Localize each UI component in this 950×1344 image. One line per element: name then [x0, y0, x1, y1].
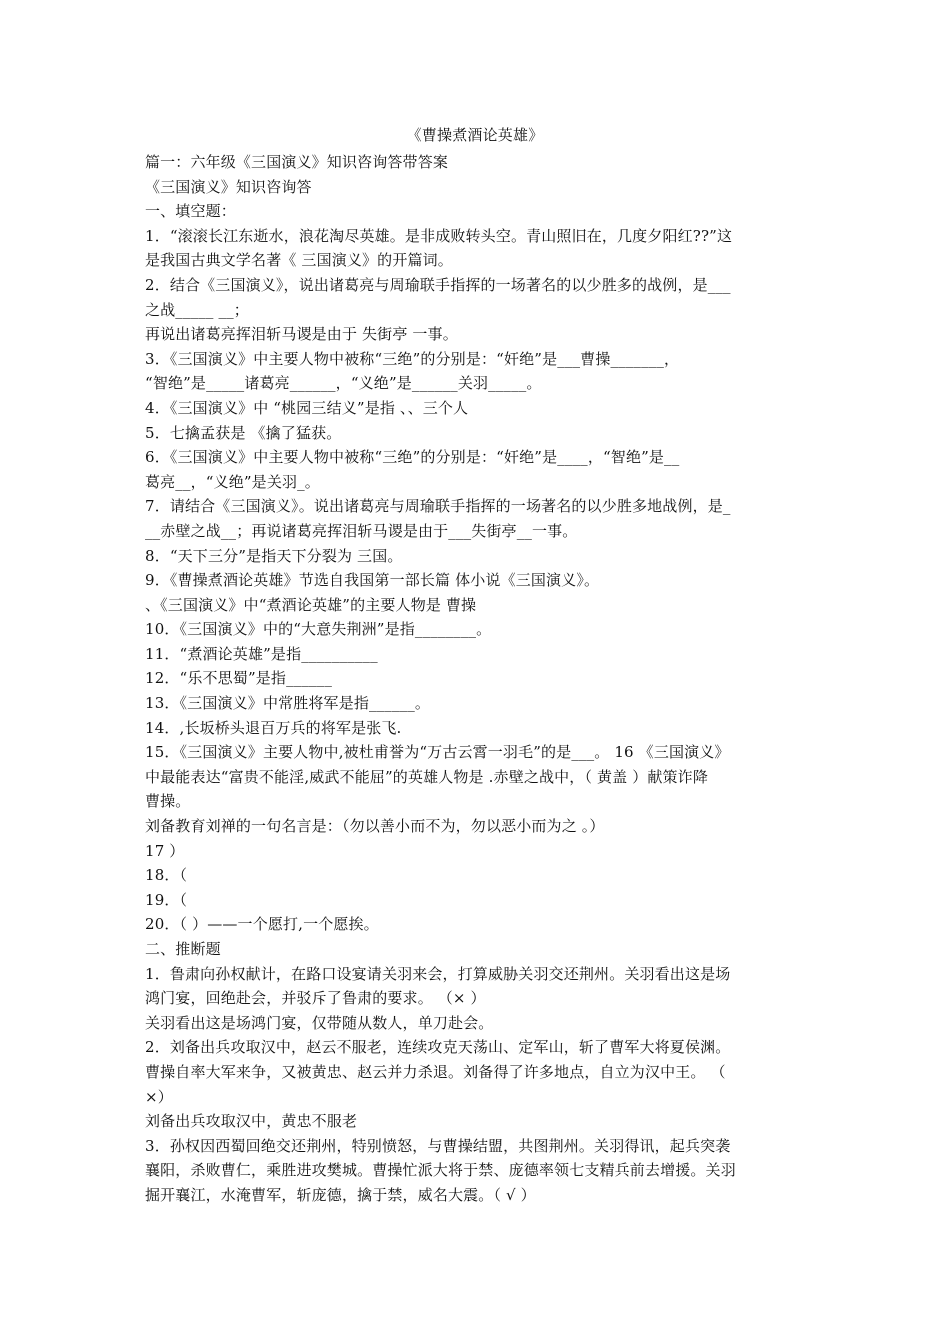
text-line: 14．,长坂桥头退百万兵的将军是张飞.	[145, 718, 402, 737]
text-line: 刘备教育刘禅的一句名言是：（勿以善小而不为，勿以恶小而为之 。）	[145, 817, 605, 836]
text-line: 篇一：六年级《三国演义》知识咨询答带答案	[145, 153, 449, 171]
text-line: 《三国演义》知识咨询答	[145, 177, 312, 196]
text-line: 2．刘备出兵攻取汉中，赵云不服老，连续攻克天荡山、定军山，斩了曹军大将夏侯渊。	[145, 1038, 731, 1057]
text-line: 曹操。	[145, 792, 191, 811]
text-line: 一、填空题：	[145, 202, 236, 221]
text-line: 15．《三国演义》主要人物中,被杜甫誉为“万古云霄一羽毛”的是___。 16 《三国演义》	[145, 743, 730, 762]
text-line: 17 ）	[145, 841, 185, 860]
text-line: 12．“乐不思蜀”是指______	[145, 669, 332, 688]
text-line: 20．（ ）——一个愿打,一个愿挨。	[145, 915, 379, 934]
text-line: 、《三国演义》中“煮酒论英雄”的主要人物是 曹操	[145, 595, 477, 614]
text-line: 中最能表达“富贵不能淫,威武不能屈”的英雄人物是 .赤壁之战中，（ 黄盖 ）献策诈降	[145, 767, 708, 786]
text-line: 再说出诸葛亮挥泪斩马谡是由于 失街亭 一事。	[145, 325, 458, 344]
text-line: 刘备出兵攻取汉中，黄忠不服老	[145, 1112, 358, 1131]
text-line: 掘开襄江，水淹曹军，斩庞德，擒于禁，威名大震。（ √ ）	[145, 1185, 536, 1204]
text-line: 9．《曹操煮酒论英雄》节选自我国第一部长篇 体小说《三国演义》。	[145, 571, 600, 590]
text-line: ×）	[145, 1087, 173, 1106]
text-line: 3．孙权因西蜀回绝交还荆州，特别愤怒，与曹操结盟，共图荆州。关羽得讯，起兵突袭	[145, 1136, 731, 1155]
text-line: 6．《三国演义》中主要人物中被称“三绝”的分别是：“奸绝”是____，“智绝”是__	[145, 448, 680, 467]
text-line: 二、推断题	[145, 940, 221, 958]
text-line: 11．“煮酒论英雄”是指__________	[145, 644, 378, 663]
text-line: 13．《三国演义》中常胜将军是指______。	[145, 694, 431, 713]
text-line: 是我国古典文学名著《 三国演义》的开篇词。	[145, 251, 453, 270]
text-line: 曹操自率大军来争，又被黄忠、赵云并力杀退。刘备得了许多地点，自立为汉中王。 （	[145, 1062, 726, 1081]
text-line: 3．《三国演义》中主要人物中被称“三绝”的分别是：“奸绝”是___曹操_______，	[145, 349, 680, 368]
text-line: 8．“天下三分”是指天下分裂为 三国。	[145, 546, 403, 565]
text-line: 4．《三国演义》中 “桃园三结义”是指 、、三个人	[145, 398, 469, 417]
document-title: 《曹操煮酒论英雄》	[406, 126, 544, 144]
text-line: 之战_____ __；	[145, 300, 249, 319]
text-line: 1．鲁肃向孙权献计，在路口设宴请关羽来会，打算威胁关羽交还荆州。关羽看出这是场	[145, 964, 731, 983]
text-line: 1．“滚滚长江东逝水，浪花淘尽英雄。是非成败转头空。青山照旧在，几度夕阳红??”这	[145, 226, 733, 245]
text-line: 关羽看出这是场鸿门宴，仅带随从数人，单刀赴会。	[145, 1013, 494, 1032]
text-line: “智绝”是_____诸葛亮______，“义绝”是______关羽_____。	[145, 374, 542, 393]
text-line: 5．七擒孟获是 《擒了猛获。	[145, 423, 342, 442]
text-line: __赤壁之战__；再说诸葛亮挥泪斩马谡是由于___失街亭__一事。	[145, 521, 578, 540]
text-line: 葛亮__，“义绝”是关羽_。	[145, 472, 320, 491]
document-body	[145, 150, 815, 1208]
text-line: 襄阳，杀败曹仁，乘胜进攻樊城。曹操忙派大将于禁、庞德率领七支精兵前去增援。关羽	[145, 1161, 736, 1180]
text-line: 7．请结合《三国演义》。说出诸葛亮与周瑜联手指挥的一场著名的以少胜多地战例，是_	[145, 497, 731, 516]
text-line: 19．（	[145, 890, 188, 909]
text-line: 2．结合《三国演义》，说出诸葛亮与周瑜联手指挥的一场著名的以少胜多的战例，是___	[145, 275, 731, 294]
text-line: 18．（	[145, 866, 188, 885]
text-line: 10．《三国演义》中的“大意失荆洲”是指________。	[145, 620, 492, 639]
text-line: 鸿门宴，回绝赴会，并驳斥了鲁肃的要求。 （× ）	[145, 989, 486, 1008]
